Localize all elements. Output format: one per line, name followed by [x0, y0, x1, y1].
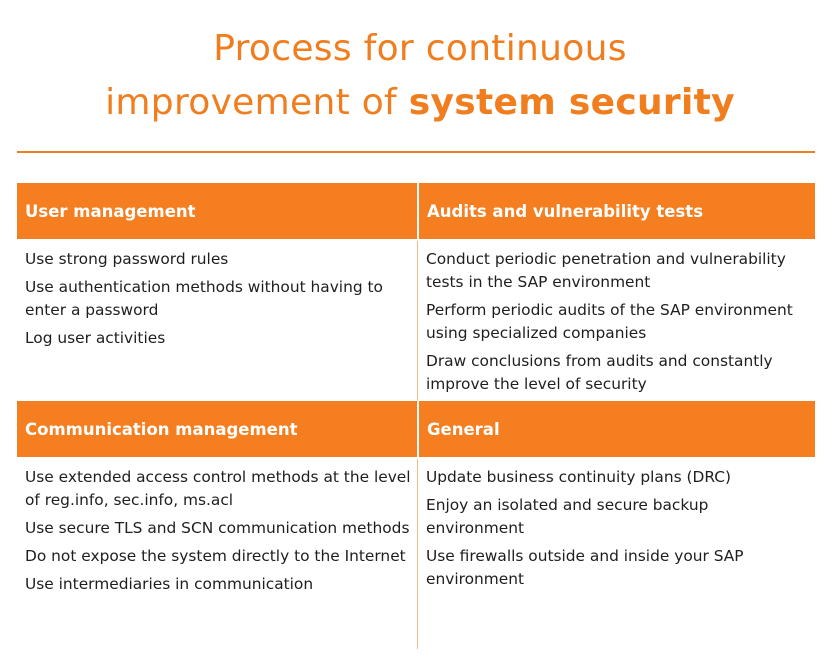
title-line-2-bold: system security — [408, 82, 735, 123]
list-item: Draw conclusions from audits and constantly improve the level of security — [426, 352, 773, 393]
list-item: Use intermediaries in communication — [25, 575, 314, 593]
title-line-2 — [0, 76, 840, 130]
general-list — [417, 459, 815, 649]
list-item: Enjoy an isolated and secure backup environment — [426, 496, 709, 537]
table-header-row-1 — [17, 183, 815, 239]
list-item: Use extended access control methods at the level of reg.info, sec.info, ms.acl — [25, 468, 411, 509]
user-management-list — [17, 241, 417, 401]
security-table — [17, 183, 815, 649]
title-divider — [17, 151, 815, 153]
audits-heading: Audits and vulnerability tests — [417, 183, 815, 239]
table-body-row-2 — [17, 457, 815, 649]
list-item: Update business continuity plans (DRC) — [426, 468, 732, 486]
audits-list — [417, 241, 815, 401]
list-item: Conduct periodic penetration and vulnerability tests in the SAP environment — [426, 250, 786, 291]
general-heading: General — [417, 401, 815, 457]
list-item: Use authentication methods without having to enter a password — [25, 278, 383, 319]
communication-list — [17, 459, 417, 649]
list-item: Perform periodic audits of the SAP environment using specialized companies — [426, 301, 793, 342]
list-item: Use firewalls outside and inside your SAP environment — [426, 547, 744, 588]
table-header-row-2 — [17, 401, 815, 457]
list-item: Use strong password rules — [25, 250, 229, 268]
title-line-1: Process for continuous — [213, 28, 627, 69]
list-item: Do not expose the system directly to the Internet — [25, 547, 406, 565]
list-item: Log user activities — [25, 329, 166, 347]
user-management-heading: User management — [17, 183, 417, 239]
list-item: Use secure TLS and SCN communication methods — [25, 519, 410, 537]
page-title — [0, 22, 840, 130]
communication-heading: Communication management — [17, 401, 417, 457]
table-body-row-1 — [17, 239, 815, 401]
title-line-2-prefix: improvement of — [105, 82, 409, 123]
